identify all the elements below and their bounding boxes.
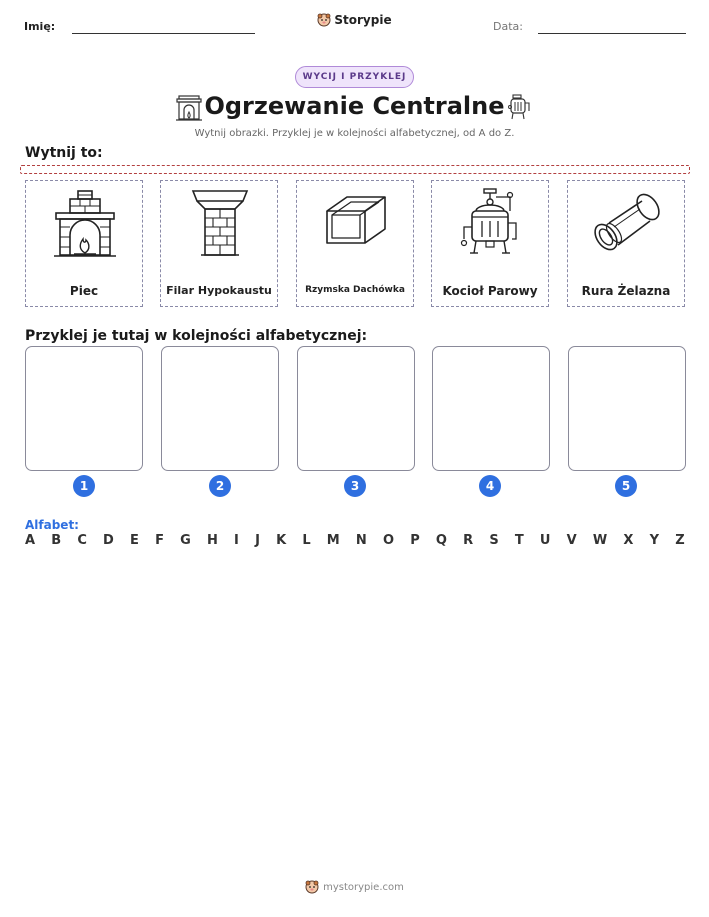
- number-badge-1: 1: [73, 475, 95, 497]
- alphabet-letter: Y: [649, 533, 660, 548]
- alphabet-letter: T: [514, 533, 524, 548]
- roof-tile-icon: [321, 187, 391, 259]
- brand-name: Storypie: [334, 13, 392, 27]
- cut-card-rzymska-dachowka[interactable]: [296, 180, 414, 307]
- number-badge-2: 2: [209, 475, 231, 497]
- card-label: Piec: [69, 284, 99, 298]
- number-badge-3: 3: [344, 475, 366, 497]
- paste-section-title: Przyklej je tutaj w kolejności alfabetycznej:: [25, 328, 368, 344]
- cut-card-filar-hypokaustu[interactable]: [160, 180, 278, 307]
- alphabet-letter: H: [206, 533, 218, 548]
- alphabet-letter: M: [326, 533, 340, 548]
- card-label: Filar Hypokaustu: [166, 284, 272, 297]
- alphabet-letter: Q: [435, 533, 447, 548]
- alphabet-letter: A: [25, 533, 36, 548]
- alphabet-letter: X: [623, 533, 634, 548]
- alphabet-letter: R: [463, 533, 474, 548]
- alphabet-letter: S: [489, 533, 499, 548]
- alphabet-letter: D: [103, 533, 114, 548]
- number-badge-5: 5: [615, 475, 637, 497]
- steam-boiler-icon: [456, 187, 526, 259]
- alphabet-letter: V: [566, 533, 577, 548]
- alphabet-letter: W: [592, 533, 608, 548]
- alphabet-letter: C: [77, 533, 87, 548]
- cut-card-kociol-parowy[interactable]: [431, 180, 549, 307]
- paste-box-1[interactable]: [25, 346, 143, 471]
- cut-section-title: Wytnij to:: [25, 145, 103, 161]
- alphabet-letter: Z: [675, 533, 685, 548]
- steam-boiler-icon: [507, 93, 533, 121]
- date-line[interactable]: [538, 33, 686, 34]
- alphabet-letter: U: [539, 533, 551, 548]
- mascot-icon: [305, 880, 319, 894]
- alphabet-letter: O: [382, 533, 395, 548]
- alphabet-letter: B: [51, 533, 62, 548]
- name-label: Imię:: [24, 20, 56, 33]
- page-title: Ogrzewanie Centralne: [204, 92, 505, 120]
- alphabet-letter: E: [130, 533, 139, 548]
- paste-box-5[interactable]: [568, 346, 686, 471]
- name-line[interactable]: [72, 33, 255, 34]
- alphabet-row: [25, 533, 685, 548]
- iron-pipe-icon: [592, 187, 662, 259]
- footer: [0, 880, 709, 894]
- card-label: Rzymska Dachówka: [305, 285, 405, 295]
- alphabet-letter: G: [180, 533, 191, 548]
- alphabet-letter: J: [255, 533, 260, 548]
- alphabet-letter: L: [302, 533, 311, 548]
- number-badge-4: 4: [479, 475, 501, 497]
- card-label: Kocioł Parowy: [442, 284, 538, 298]
- cut-card-rura-zelazna[interactable]: [567, 180, 685, 307]
- instructions: Wytnij obrazki. Przyklej je w kolejności alfabetycznej, od A do Z.: [194, 128, 515, 139]
- cut-card-piec[interactable]: [25, 180, 143, 307]
- fireplace-icon: [50, 187, 120, 259]
- alphabet-letter: P: [410, 533, 420, 548]
- card-label: Rura Żelazna: [581, 284, 671, 298]
- brand-logo: [0, 13, 709, 27]
- alphabet-letter: N: [355, 533, 367, 548]
- cut-line: [20, 165, 690, 174]
- alphabet-letter: K: [276, 533, 287, 548]
- paste-box-3[interactable]: [297, 346, 415, 471]
- footer-url: mystorypie.com: [323, 881, 404, 893]
- alphabet-title: Alfabet:: [25, 518, 79, 532]
- activity-badge: WYCIJ I PRZYKLEJ: [295, 66, 414, 88]
- date-label: Data:: [493, 20, 523, 33]
- alphabet-letter: I: [234, 533, 239, 548]
- mascot-icon: [317, 13, 331, 27]
- brick-pillar-icon: [185, 187, 255, 259]
- paste-box-4[interactable]: [432, 346, 550, 471]
- alphabet-letter: F: [155, 533, 164, 548]
- paste-box-2[interactable]: [161, 346, 279, 471]
